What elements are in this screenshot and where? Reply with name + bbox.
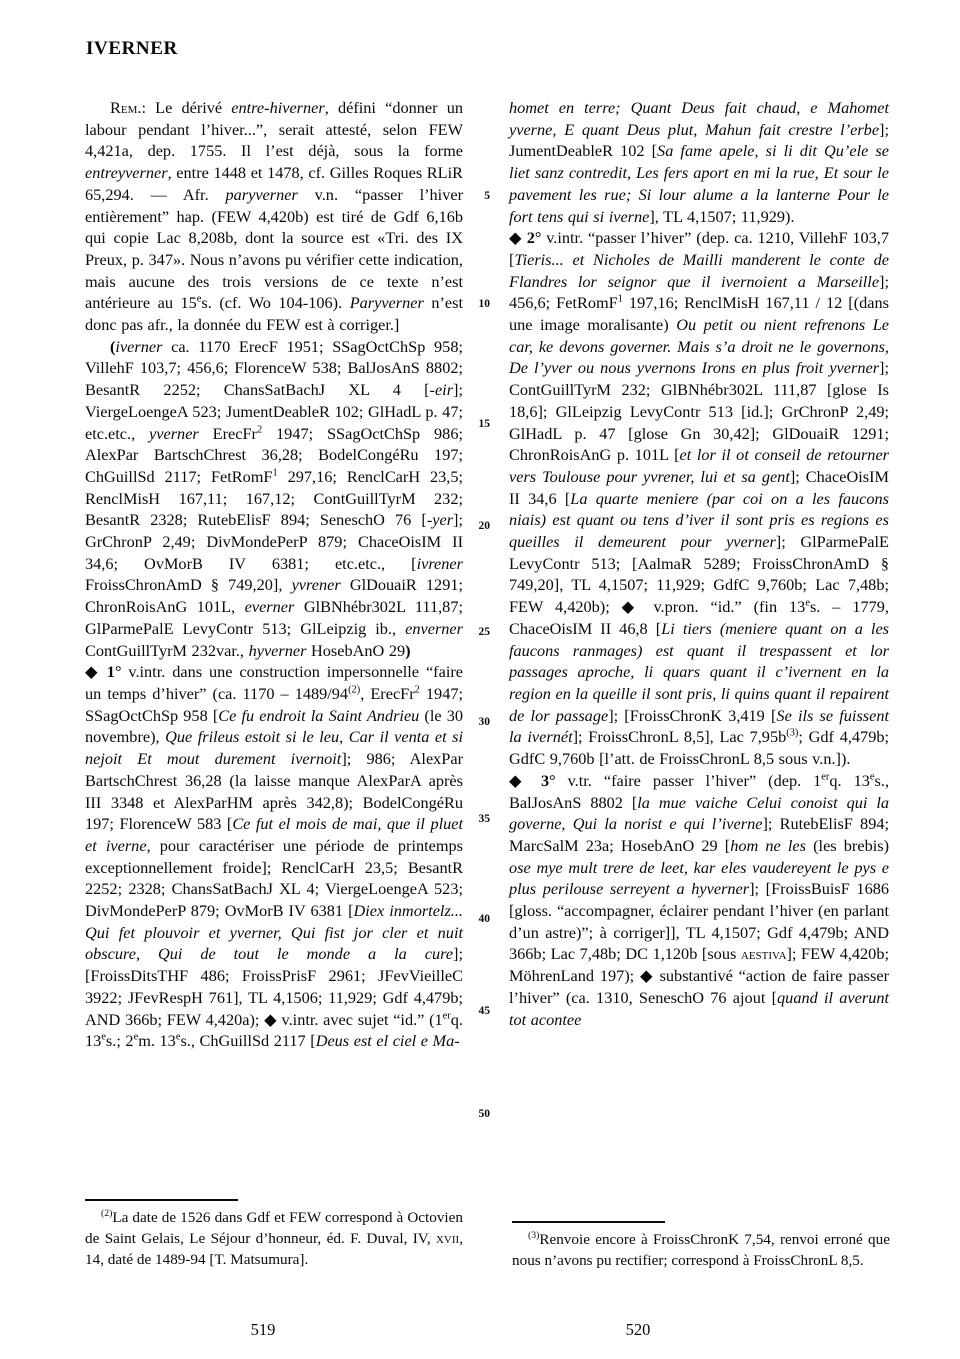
line-number: 35 bbox=[478, 813, 490, 825]
line-number: 50 bbox=[478, 1108, 490, 1120]
line-number: 25 bbox=[478, 626, 490, 638]
line-number: 20 bbox=[478, 520, 490, 532]
footnote-rule bbox=[85, 1199, 238, 1201]
line-number: 40 bbox=[478, 913, 490, 925]
right-column bbox=[509, 97, 889, 1030]
forms-paragraph: (iverner ca. 1170 ErecF 1951; SSagOctChSp 958; VillehF 103,7; 456,6; FlorenceW 538; BalJosAnS 8802; BesantR 2252; ChansSatBachJ XL 4 [-eir]; ViergeLoengeA 523; JumentDeableR 102; GlHadL p. 47; etc.etc., yverner ErecFr$^2$ 1947; SSagOctChSp 986; AlexPar BartschChrest 36,28; BodelCongéRu 197; ChGuillSd 2117; FetRomF$^1$ 297,16; RenclCarH 23,5; RenclMisH 167,11; 167,12; ContGuillTyrM 232; BesantR 2328; RutebElisF 894; SeneschO 76 [-yer]; GrChronP 2,49; DivMondePerP 879; ChaceOisIM II 34,6; OvMorB IV 6381; etc.etc., [ivrener FroissChronAmD § 749,20], yvrener GlDouaiR 1291; ChronRoisAnG 101L, everner GlBNhébr302L 111,87; GlParmePalE LevyContr 513; GlLeipzig ib., enverner ContGuillTyrM 232var., hyverner HosebAnO 29) bbox=[85, 336, 464, 660]
left-column bbox=[85, 97, 463, 1052]
page-number-left: 519 bbox=[250, 1320, 276, 1339]
line-number: 15 bbox=[478, 418, 490, 430]
sense-3-paragraph: ◆ 3° v.tr. “faire passer l’hiver” (dep. 1erq. 13es., BalJosAnS 8802 [la mue vaiche Celui conoist qui la governe, Qui la norist e qui l’iverne]; RutebElisF 894; MarcSalM 23a; HosebAnO 29 [hom ne les (les brebis) ose mye mult trere de leet, kar eles vaudereyent le pys e plus perilouse serreyent a hyverner]; [FroissBuisF 1686 [gloss. “accompagner, éclairer pendant l’hiver (en parlant d’un astre)”; à corriger]], TL 4,1507; Gdf 4,479b; AND 366b; Lac 7,48b; DC 1,120b [sous aestiva]; FEW 4,420b; MöhrenLand 197); ◆ substantivé “action de faire passer l’hiver” (ca. 1310, SeneschO 76 ajout [quand il averunt tot acontee bbox=[509, 770, 890, 1029]
line-number: 5 bbox=[484, 190, 490, 202]
remark-paragraph: Rem.: Le dérivé entre-hiverner, défini “donner un labour pendant l’hiver...”, serait attesté, selon FEW 4,421a, dep. 1755. Il l’est déjà, sous la forme entreyverner, entre 1448 et 1478, cf. Gilles Roques RLiR 65,294. — Afr. paryverner v.n. “passer l’hiver entièrement” hap. (FEW 4,420b) est tiré de Gdf 6,16b qui copie Lac 8,208b, dont la source est «Tri. des IX Preux, p. 347». Nous n’avons pu vérifier cette indication, mais aucune des trois versions de ce texte n’est antérieure au 15es. (cf. Wo 104-106). Paryverner n’est donc pas afr., la donnée du FEW est à corriger.] bbox=[85, 98, 463, 335]
sense-2-paragraph: ◆ 2° v.intr. “passer l’hiver” (dep. ca. 1210, VillehF 103,7 [Tieris... et Nicholes de Mailli manderent le conte de Flandres lor seignor que il ivernoient a Marseille]; 456,6; FetRomF$^1$ 197,16; RenclMisH 167,11 / 12 [(dans une image moralisante) Ou petit ou nient refrenons Le car, ke devons governer. Mais s’a droit ne le governons, De l’yver ou nous yvernons Irons en plus froit yverner]; ContGuillTyrM 232; GlBNhébr302L 111,87 [glose Is 18,6]; GlLeipzig LevyContr 513 [id.]; GrChronP 2,49; GlHadL p. 47 [glose Gn 30,42]; GlDouaiR 1291; ChronRoisAnG p. 101L [et lor il ot conseil de retourner vers Toulouse pour yvrener, lui et sa gent]; ChaceOisIM II 34,6 [La quarte meniere (par coi on a les faucons niais) est quant ou tens d’iver il sont pris es regions es queilles il demeurent pour yverner]; GlParmePalE LevyContr 513; [AalmaR 5289; FroissChronAmD § 749,20], TL 4,1507; 11,929; GdfC 9,760b; Lac 7,48b; FEW 4,420b); ◆ v.pron. “id.” (fin 13es. – 1779, ChaceOisIM II 46,8 [Li tiers (meniere quant on a les faucons ranmages) est quant il trespassent et lor passages aproche, li quars quant il c’ivernent en la region en la queille il sont pris, li quins quant il repairent de lor passage]; [FroissChronK 3,419 [Se ils se fuissent la ivernét]; FroissChronL 8,5], Lac $7,95b^{(3)}$; Gdf 4,479b; GdfC 9,760b [l’att. de FroissChronL 8,5 sous v.n.]). bbox=[509, 228, 890, 769]
line-number: 45 bbox=[478, 1005, 490, 1017]
running-head: IVERNER bbox=[86, 38, 178, 59]
sense-1-paragraph: ◆ 1° v.intr. dans une construction impersonnelle “faire un temps d’hiver” (ca. 1170 – 1489/94$^{(2)}$, ErecFr$^2$ 1947; SSagOctChSp 958 [Ce fu endroit la Saint Andrieu (le 30 novembre), Que frileus estoit si le leu, Car il venta et si nejoit Et mout durement ivernoit]; 986; AlexPar BartschChrest 36,28 (la laisse manque AlexParA après III 3348 et AlexParHM après 342,8); BodelCongéRu 197; FlorenceW 583 [Ce fut el mois de mai, que il pluet et iverne, pour caractériser une période de printemps exceptionnellement froide]; RenclCarH 23,5; BesantR 2252; 2328; ChansSatBachJ XL 4; ViergeLoengeA 523; DivMondePerP 879; OvMorB IV 6381 [Diex inmortelz... Qui fet plouvoir et yverner, Qui fist jor cler et nuit obscure, Qui de tout le monde a la cure]; [FroissDitsTHF 486; FroissPrisF 2961; JFevVieilleC 3922; JFevRespH 761], TL 4,1506; 11,929; Gdf 4,479b; AND 366b; FEW 4,420a); ◆ v.intr. avec sujet “id.” (1erq. 13es.; 2em. 13es., ChGuillSd 2117 [Deus est el ciel e Ma- bbox=[85, 662, 464, 1051]
page-number-right: 520 bbox=[625, 1320, 651, 1339]
continuation-paragraph: homet en terre; Quant Deus fait chaud, e Mahomet yverne, E quant Deus plut, Mahun fait crestre l’erbe]; JumentDeableR 102 [Sa fame apele, si li dit Qu’ele se liet sanz contredit, Les fers aport en mi la rue, Et sour le pavement les rue; Si lour alume a la lanterne Pour le fort tens qui si iverne], TL 4,1507; 11,929). bbox=[509, 98, 889, 226]
footnote-3 bbox=[512, 1221, 890, 1271]
footnote-2 bbox=[85, 1199, 463, 1270]
footnote-rule bbox=[512, 1221, 665, 1223]
footnote-2-text: $^{(2)}$La date de 1526 dans Gdf et FEW correspond à Octovien de Saint Gelais, Le Séjour d’honneur, éd. F. Duval, IV, xvii, 14, daté de 1489-94 [T. Matsumura]. bbox=[85, 1207, 463, 1268]
footnote-3-text: $^{(3)}$Renvoie encore à FroissChronK 7,54, renvoi erroné que nous n’avons pu rectifier; correspond à FroissChronL 8,5. bbox=[512, 1229, 890, 1269]
line-number: 30 bbox=[478, 716, 490, 728]
line-number: 10 bbox=[478, 298, 490, 310]
